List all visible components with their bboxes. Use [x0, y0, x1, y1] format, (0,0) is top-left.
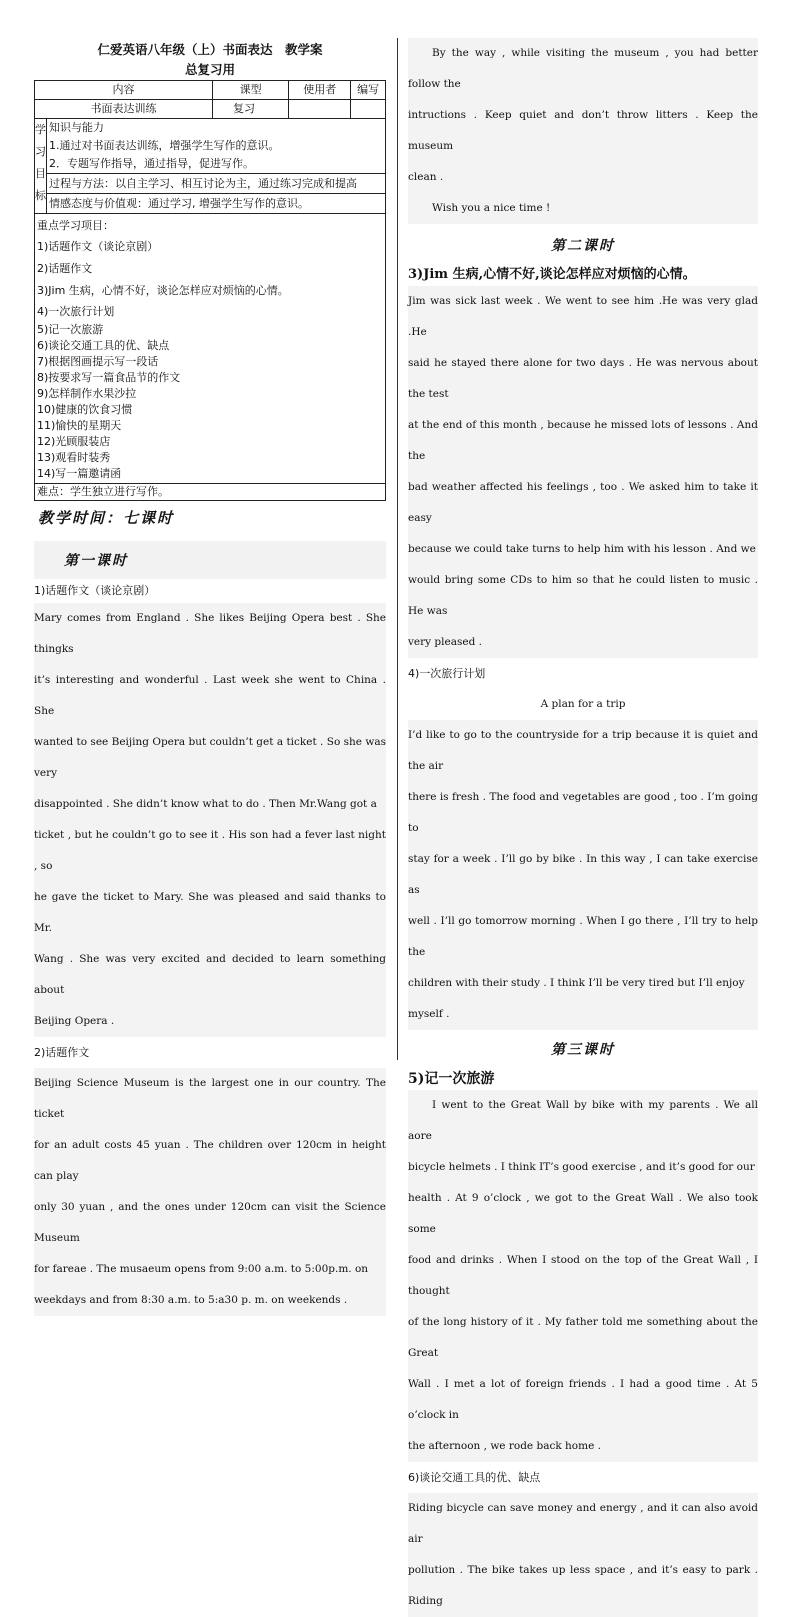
topic-4-line: there is fresh . The food and vegetables are good , too . I’m going to — [408, 791, 758, 834]
lesson-2-banner — [408, 226, 758, 264]
topic-1-line: Beijing Opera . — [34, 1015, 115, 1027]
focus-item-8: 8)按要求写一篇食品节的作文 — [37, 371, 181, 384]
cell-type: 复习 — [212, 100, 288, 119]
topic-3-line: said he stayed there alone for two days . He was nervous about the test — [408, 357, 758, 400]
museum-line: clean . — [408, 171, 444, 183]
topic-1-essay — [34, 603, 386, 1037]
focus-item-10: 10)健康的饮食习惯 — [37, 403, 133, 416]
goal-char-3: 目 — [35, 167, 46, 180]
topic-2-essay — [34, 1068, 386, 1316]
process-cell: 过程与方法：以自主学习、相互讨论为主，通过练习完成和提高 — [47, 174, 386, 194]
cell-author — [351, 100, 386, 119]
museum-line: By the way , while visiting the museum , you had better follow the — [408, 47, 758, 90]
topic-5-line: of the long history of it . My father told me something about the Great — [408, 1316, 758, 1359]
lesson-plan-table — [34, 80, 386, 501]
knowledge-cell — [47, 119, 386, 174]
topic-4-line: children with their study . I think I’ll be very tired but I’ll enjoy — [408, 977, 745, 989]
topic-5-line: I went to the Great Wall by bike with my parents . We all aore — [408, 1099, 758, 1142]
topic-6-line: Riding bicycle can save money and energy , and it can also avoid air — [408, 1502, 758, 1545]
topic-1-line: ticket , but he couldn’t go to see it . His son had a fever last night , so — [34, 829, 386, 872]
topic-3-line: at the end of this month , because he missed lots of lessons . And the — [408, 419, 758, 462]
topic-4-essay — [408, 720, 758, 1030]
cell-content: 书面表达训练 — [35, 100, 213, 119]
topic-4-line: I’d like to go to the countryside for a trip because it is quiet and the air — [408, 729, 758, 772]
topic-2-line: for an adult costs 45 yuan . The children over 120cm in height can play — [34, 1139, 386, 1182]
goal-char-1: 学 — [35, 123, 46, 136]
topic-3-line: would bring some CDs to him so that he could listen to music . He was — [408, 574, 758, 617]
focus-item-4: 4)一次旅行计划 — [37, 305, 115, 318]
focus-item-3: 3)Jim 生病，心情不好，谈论怎样应对烦恼的心情。 — [37, 284, 289, 297]
focus-item-5: 5)记一次旅游 — [37, 323, 104, 336]
topic-3-line: Jim was sick last week . We went to see him .He was very glad .He — [408, 295, 758, 338]
knowledge-title: 知识与能力 — [49, 121, 104, 134]
topic-3-line: because we could take turns to help him with his lesson . And we — [408, 543, 756, 555]
topic-5-line: Wall . I met a lot of foreign friends . I had a good time . At 5 o’clock in — [408, 1378, 758, 1421]
topic-2-line: for fareae . The musaeum opens from 9:00 a.m. to 5:00p.m. on — [34, 1263, 369, 1275]
focus-item-2: 2)话题作文 — [37, 262, 93, 275]
goal-label — [35, 119, 47, 213]
topic-1-line: disappointed . She didn’t know what to do . Then Mr.Wang got a — [34, 798, 377, 810]
topic-6-heading: 6)谈论交通工具的优、缺点 — [408, 1471, 541, 1484]
museum-line: intructions . Keep quiet and don’t throw litters . Keep the museum — [408, 109, 758, 152]
column-divider — [397, 38, 398, 1060]
header-author: 编写 — [351, 81, 386, 100]
header-type: 课型 — [212, 81, 288, 100]
topic-3-line: very pleased . — [408, 636, 482, 648]
focus-item-14: 14)写一篇邀请函 — [37, 467, 122, 480]
topic-2-line: Beijing Science Museum is the largest one in our country. The ticket — [34, 1077, 386, 1120]
goals-table — [35, 119, 385, 213]
topic-5-line: bicycle helmets . I think IT’s good exercise , and it’s good for our — [408, 1161, 755, 1173]
goal-char-4: 标 — [35, 189, 46, 202]
lesson-1-title: 第一课时 — [64, 553, 128, 569]
lesson-1-banner — [34, 541, 386, 579]
document-title: 仁爱英语八年级（上）书面表达 教学案 — [97, 42, 323, 57]
topic-2-heading: 2)话题作文 — [34, 1046, 90, 1059]
topic-5-essay — [408, 1090, 758, 1462]
topic-1-line: Mary comes from England . She likes Beijing Opera best . She thingks — [34, 612, 386, 655]
topic-2-line: weekdays and from 8:30 a.m. to 5:a30 p. m. on weekends . — [34, 1294, 348, 1306]
focus-item-12: 12)光顾服装店 — [37, 435, 111, 448]
focus-item-6: 6)谈论交通工具的优、缺点 — [37, 339, 170, 352]
topic-4-line: myself . — [408, 1008, 450, 1020]
museum-essay-end — [408, 38, 758, 224]
focus-title: 重点学习项目： — [37, 219, 114, 232]
focus-item-11: 11)愉快的星期天 — [37, 419, 122, 432]
topic-6-essay — [408, 1493, 758, 1617]
topic-3-line: bad weather affected his feelings , too . We asked him to take it easy — [408, 481, 758, 524]
difficulty-cell: 难点：学生独立进行写作。 — [35, 484, 386, 501]
topic-1-heading: 1)话题作文（谈论京剧） — [34, 584, 156, 597]
focus-item-7: 7)根据图画提示写一段话 — [37, 355, 159, 368]
topic-2-line: only 30 yuan , and the ones under 120cm can visit the Science Museum — [34, 1201, 386, 1244]
header-user: 使用者 — [289, 81, 351, 100]
focus-item-9: 9)怎样制作水果沙拉 — [37, 387, 137, 400]
document-subtitle: 总复习用 — [184, 62, 235, 77]
wish-line: Wish you a nice time ! — [432, 202, 551, 214]
focus-item-13: 13)观看时装秀 — [37, 451, 111, 464]
header-content: 内容 — [35, 81, 213, 100]
topic-3-essay — [408, 286, 758, 658]
goal-char-2: 习 — [35, 145, 46, 158]
topic-1-line: it’s interesting and wonderful . Last week she went to China . She — [34, 674, 386, 717]
topic-1-line: he gave the ticket to Mary. She was pleased and said thanks to Mr. — [34, 891, 386, 934]
topic-3-heading: 3)Jim 生病,心情不好,谈论怎样应对烦恼的心情。 — [408, 267, 696, 282]
topic-5-line: health . At 9 o’clock , we got to the Great Wall . We also took some — [408, 1192, 758, 1235]
topic-4-line: well . I’ll go tomorrow morning . When I go there , I’ll try to help the — [408, 915, 758, 958]
topic-1-line: wanted to see Beijing Opera but couldn’t get a ticket . So she was very — [34, 736, 386, 779]
topic-6-line: pollution . The bike takes up less space , and it’s easy to park . Riding — [408, 1564, 758, 1607]
cell-user — [289, 100, 351, 119]
topic-5-line: food and drinks . When I stood on the top of the Great Wall , I thought — [408, 1254, 758, 1297]
knowledge-item-2: 2．专题写作指导，通过指导，促进写作。 — [49, 157, 254, 170]
topic-5-line: the afternoon , we rode back home . — [408, 1440, 601, 1452]
teaching-time: 教学时间：七课时 — [38, 509, 175, 527]
lesson-3-title: 第三课时 — [551, 1042, 615, 1058]
knowledge-item-1: 1.通过对书面表达训练，增强学生写作的意识。 — [49, 139, 280, 152]
emotion-cell: 情感态度与价值观：通过学习, 增强学生写作的意识。 — [49, 197, 309, 210]
topic-5-heading: 5)记一次旅游 — [408, 1071, 495, 1087]
focus-item-1: 1)话题作文（谈论京剧） — [37, 240, 159, 253]
topic-4-line: stay for a week . I’ll go by bike . In this way , I can take exercise as — [408, 853, 758, 896]
focus-cell — [35, 214, 386, 484]
topic-1-line: Wang . She was very excited and decided to learn something about — [34, 953, 386, 996]
topic-4-title: A plan for a trip — [540, 698, 626, 710]
lesson-2-title: 第二课时 — [551, 238, 615, 254]
lesson-3-banner — [408, 1030, 758, 1068]
topic-4-heading: 4)一次旅行计划 — [408, 667, 486, 680]
